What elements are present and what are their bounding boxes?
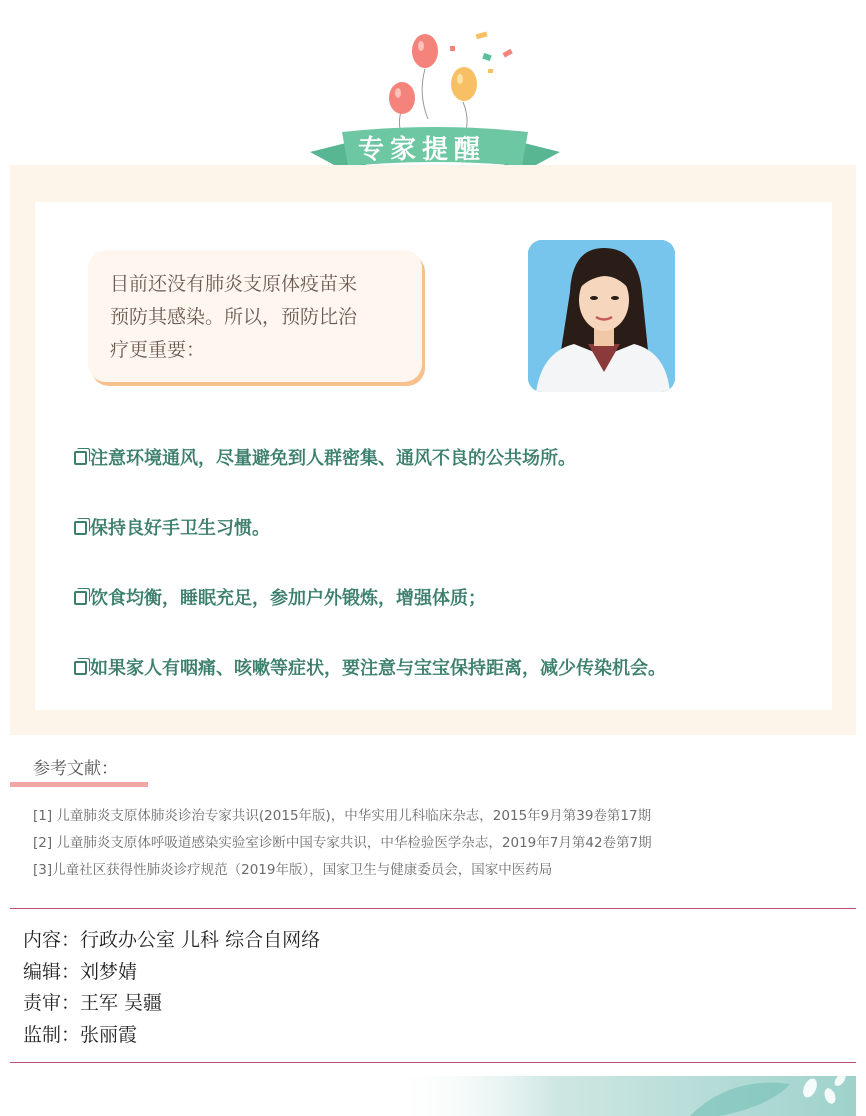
credits-block (23, 925, 320, 1051)
credit-editor: 编辑：刘梦婧 (23, 960, 138, 983)
divider-top (10, 908, 856, 909)
bubble-line: 疗更重要： (110, 339, 206, 361)
doctor-photo (528, 240, 675, 392)
checkbox-icon (74, 451, 87, 465)
references-title: 参考文献： (33, 759, 118, 779)
tip-text: 保持良好手卫生习惯。 (90, 518, 270, 539)
tip-item (74, 516, 270, 542)
references-list (33, 803, 853, 884)
bubble-line: 预防其感染。所以，预防比治 (110, 306, 358, 328)
tip-text: 饮食均衡，睡眠充足，参加户外锻炼，增强体质； (90, 588, 486, 609)
credit-supervisor: 监制：张丽霞 (23, 1023, 138, 1046)
bubble-line: 目前还没有肺炎支原体疫苗来 (110, 273, 358, 295)
references-underline (10, 782, 148, 787)
credit-content: 内容：行政办公室 儿科 综合自网络 (23, 929, 321, 951)
divider-bottom (10, 1062, 856, 1063)
tip-item (74, 656, 666, 682)
checkbox-icon (74, 661, 87, 675)
credit-reviewer: 责审：王军 吴疆 (23, 992, 163, 1014)
reference-item: [2] 儿童肺炎支原体呼吸道感染实验室诊断中国专家共识，中华检验医学杂志，2019年7月第42卷第7期 (33, 835, 652, 851)
tip-item (74, 586, 486, 612)
tip-item (74, 446, 576, 472)
banner-title: 专家提醒 (357, 135, 486, 165)
footer-leaf-illustration (390, 1076, 856, 1116)
checkbox-icon (74, 521, 87, 535)
reference-item: [3]儿童社区获得性肺炎诊疗规范（2019年版），国家卫生与健康委员会，国家中医药局 (33, 862, 553, 878)
checkbox-icon (74, 591, 87, 605)
tip-text: 注意环境通风，尽量避免到人群密集、通风不良的公共场所。 (90, 448, 576, 469)
speech-bubble (88, 250, 422, 382)
tip-text: 如果家人有咽痛、咳嗽等症状，要注意与宝宝保持距离，减少传染机会。 (90, 658, 666, 679)
reference-item: [1] 儿童肺炎支原体肺炎诊治专家共识(2015年版)，中华实用儿科临床杂志，2015年9月第39卷第17期 (33, 808, 652, 824)
doctor-portrait-icon (528, 240, 675, 392)
